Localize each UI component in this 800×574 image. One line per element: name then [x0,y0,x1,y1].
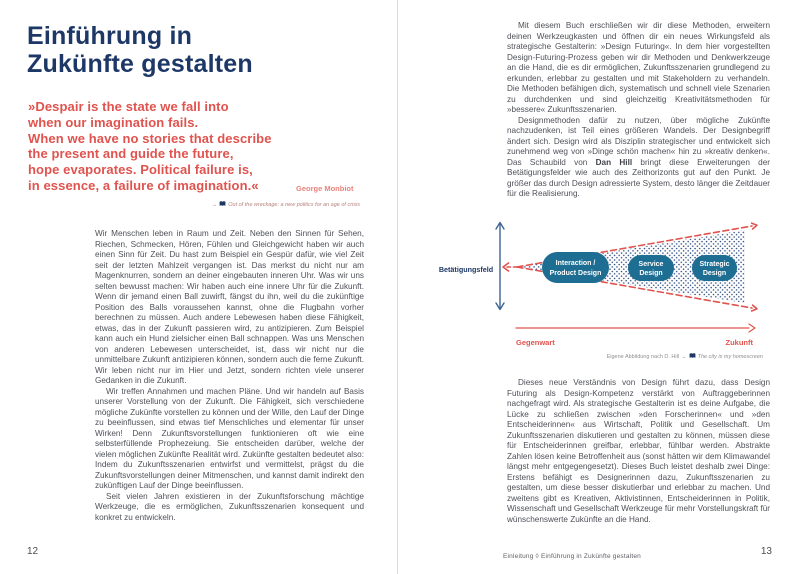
arrow-right-icon: → [681,354,687,360]
x-axis-label-gegenwart: Gegenwart [516,338,555,347]
stage-pill-strategic-design [692,255,737,281]
stage-pill-service-design [628,255,674,281]
quote-line: when our imagination fails. [28,114,199,130]
quote-line: the present and guide the future, [28,146,234,162]
stage-label: Strategic [699,261,730,268]
book-icon [219,201,226,209]
stage-pill-interaction-product-design [542,252,609,283]
running-footer: Einleitung ◊ Einführung in Zukünfte gestalten [503,553,641,560]
vertical-axis-arrow [496,223,504,310]
page-title-line2: Zukünfte gestalten [27,50,253,78]
arrow-right-icon: → [211,202,218,208]
page-gutter-line [397,0,398,574]
time-axis-arrow [516,324,755,332]
stage-label: Design [702,270,727,277]
stage-label: Product Design [549,270,602,277]
paragraph-text: Designmethoden dafür zu nutzen, über mögliche Zukünfte nachzudenken, ist Teil eines größeren Wandels. Der Designbegriff ändert sich. Design wird als Disziplin strategischer und entwickelt sich zunehmend weg von »Dinge schön machen« hin zu »kreativ denken«. Das Schaubild von [507,115,770,167]
quote-attribution: George Monbiot [296,184,354,193]
stage-label: Design [639,270,663,277]
page-title-line1: Einführung in [27,22,193,50]
x-axis-label-zukunft: Zukunft [725,338,753,347]
quote-source-reference [212,201,360,209]
left-page-body [95,229,364,523]
paragraph-text: bringt diese Erweiterungen der Betätigungsfelder wie auch des Zeithorizonts gut auf den Punkt. Je größer das durch Design adressierte System, desto länger die Zeitdauer für die Realisierung. [507,157,771,198]
quote-source-title: Out of the wreckage: a new politics for an age of crisis [228,202,360,208]
diagram-caption [607,353,763,361]
caption-text: Eigene Abbildung nach D. Hill [606,354,680,360]
stage-label: Service [638,261,664,268]
paragraph: Wir Menschen leben in Raum und Zeit. Neben den Sinnen für Sehen, Riechen, Schmecken, Hören, Fühlen und Gleichgewicht haben wir auch einen Sinn für Zeit. Du hast zum Beispiel ein Gespür dafür, wie viel Zeit seit der letzten Mahlzeit vergangen ist. Das merkst du nicht nur am Magenknurren, sondern an deiner eingebauten inneren Uhr. Was wir uns selten bewusst machen: Wir haben auch eine innere Uhr für die Zukunft. Wenn dir jemand einen Ball zuwirft, fängst du ihn, weil du die zukünftige Position des Balls voraussehen kannst, ohne die Flugbahn vorher berechnen zu müssen. Auch andere Lebewesen haben diese Fähigkeit, etwas, das in der Zukunft passieren wird, zu antizipieren. Zum Beispiel kann auch ein Hund zielsicher einen Ball schnappen. Was uns Menschen von anderen Lebewesen unterscheidet, ist, dass wir nicht nur die unmittelbare Zukunft antizipieren können, sondern auch die ferne Zukunft. Wir leben nicht nur im Hier und Jetzt, sondern richten viele unserer Gedanken in die Zukunft. [95,229,364,385]
paragraph: Dieses neue Verständnis von Design führt dazu, dass Design Futuring als Design-Kompetenz verstärkt von Auftraggeberinnen nachgefragt wird. Als strategische Gestalterin ist es deine Aufgabe, die Lücke zu schließen zwischen »den Forscherinnen« und »den Entscheiderinnen« aus Wirtschaft, Politik und Gesellschaft. Um Zukunftsszenarien diskutieren und gestalten zu können, müssen diese für Entscheiderinnen greifbar, erlebbar, fühlbar werden. Abstrakte Zahlen lösen keine Betroffenheit aus (sonst hätten wir dem Klimawandel längst mehr entgegengesetzt). Dieses Buch leistet deshalb zwei Dinge: Erstens befähigt es Designerinnen dazu, Zukunftsszenarien zu gestalten, um diese besser diskutierbar und erlebbar zu machen. Und zweitens gibt es Kreativen, Aktivistinnen, Entscheiderinnen in Politik, Wissenschaft und Gesellschaft Werkzeuge für mehr Vorstellungskraft für wünschenswerte Zukünfte an die Hand. [507,378,770,524]
page-number-right: 13 [760,546,772,557]
quote-line: »Despair is the state we fall into [28,99,229,114]
design-scope-diagram [425,213,775,350]
paragraph: Wir treffen Annahmen und machen Pläne. Und wir handeln auf Basis unserer Vorstellung von der Zukunft. Die Fähigkeit, sich verschiedene mögliche Zukünfte vorstellen zu können und der Wille, den Lauf der Dinge zu beeinflussen, sind etwas tief Menschliches und elementar für unser Wirken! Denn Zukunftsvorstellungen funktionieren oft wie eine selbsterfüllende Prophezeiung. Sie entscheiden darüber, welche der vielen möglichen Zukünfte Realität wird. Zukünfte gestalten bedeutet also: Indem du Zukunftsszenarien entwirfst und vermittelst, prägst du die Zukunftsvorstellungen deiner Mitmenschen, und kannst damit indirekt den zukünftigen Lauf der Dinge beeinflussen. [95,386,364,490]
caption-source-title: The city is my homescreen [697,354,763,360]
paragraph: Mit diesem Buch erschließen wir dir diese Methoden, erweitern deinen Werkzeugkasten und öffnen dir ein neues Wirkungsfeld als strategische Gestalterin: »Design Futuring«. In dem hier vorgestellten Design-Futuring-Prozess geben wir dir Methoden und Denkwerkzeuge an die Hand, die es dir ermöglichen, Zukunftsszenarien grundlegend zu erkunden, erlebbar zu gestalten und mit Stakeholdern zu verhandeln. Die Methoden befähigen dich, systematisch und schnell viele Szenarien zu durchdenken und sind gleichzeitig Kreativitätsmethoden für »bessere« Zukunftsszenarien. [507,21,770,114]
quote-line: When we have no stories that describe [28,130,272,146]
paragraph: Seit vielen Jahren existieren in der Zukunftsforschung mächtige Werkzeuge, die es ermöglichen, Zukunftsszenarien konsequent und konkret zu entwickeln. [95,491,364,522]
paragraph [507,116,770,200]
stage-label: Interaction / [555,260,596,267]
quote-line: hope evaporates. Political failure is, [28,162,253,178]
pull-quote [28,99,272,194]
author-name-dan-hill: Dan Hill [595,157,633,167]
page-title [27,22,253,78]
right-page-body-bottom [507,378,770,525]
quote-line: in essence, a failure of imagination.« [28,177,259,193]
page-number-left: 12 [27,546,39,557]
y-axis-label: Betätigungsfeld [438,265,494,274]
right-page-body-top [507,21,770,200]
book-icon [689,353,696,361]
